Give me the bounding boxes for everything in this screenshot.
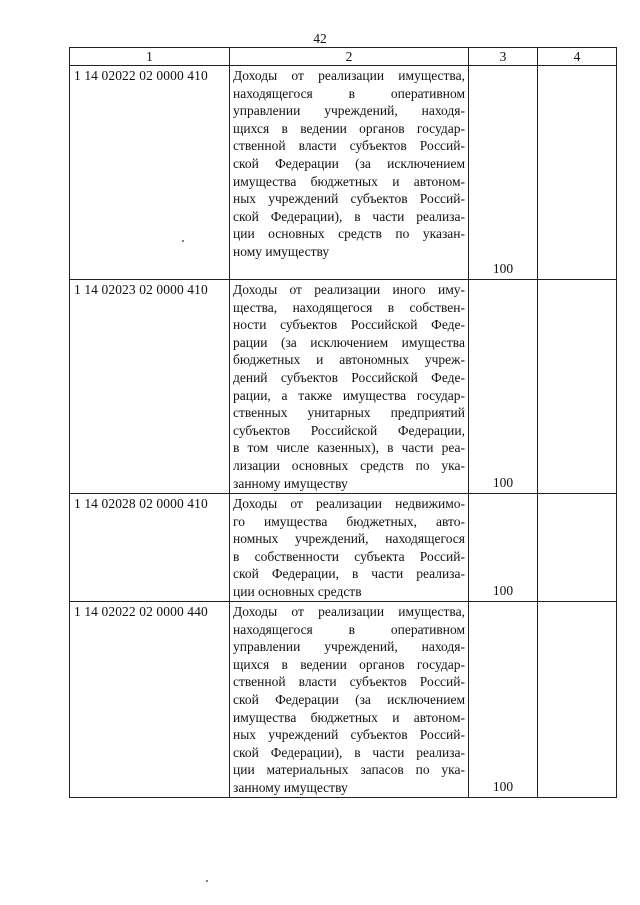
- revenue-table: [69, 47, 617, 798]
- table-header-row: [70, 48, 617, 66]
- revenue-code-cell: 1 14 02023 02 0000 410: [70, 280, 230, 494]
- revenue-name-line: ции материальных запасов по ука-: [233, 762, 465, 778]
- col4-value-cell: [538, 280, 617, 494]
- revenue-name-line: имущества бюджетных и автоном-: [233, 173, 465, 189]
- col3-value-cell: 100: [469, 494, 538, 602]
- revenue-name-line: Доходы от реализации иного иму-: [233, 282, 465, 297]
- revenue-name-line: субъектов Российской Федерации,: [233, 422, 465, 438]
- header-cell-col-1: 1: [70, 48, 230, 66]
- table-row: [70, 602, 617, 798]
- col4-value-cell: [538, 602, 617, 798]
- revenue-name-line: рации (за исключением имущества: [233, 334, 465, 350]
- revenue-name-line: щества, находящегося в собствен-: [233, 299, 465, 315]
- revenue-name-line: Доходы от реализации недвижимо-: [233, 496, 465, 511]
- revenue-name-line: ных учреждений субъектов Россий-: [233, 191, 465, 207]
- revenue-name-line: управлении учреждений, находя-: [233, 639, 465, 655]
- revenue-name-cell: [230, 66, 469, 280]
- revenue-name-line: ности субъектов Российской Феде-: [233, 317, 465, 333]
- revenue-name-line: занному имуществу: [233, 475, 348, 491]
- revenue-code-cell: 1 14 02022 02 0000 440: [70, 602, 230, 798]
- revenue-name-line: занному имуществу: [233, 779, 348, 795]
- scan-speck: [182, 240, 184, 242]
- revenue-name-line: ской Федерации), в части реализа-: [233, 208, 465, 224]
- revenue-code-cell: 1 14 02022 02 0000 410: [70, 66, 230, 280]
- revenue-name-line: находящегося в оперативном: [233, 85, 465, 101]
- revenue-name-line: лизации основных средств по ука-: [233, 457, 465, 473]
- revenue-name-line: рации, а также имущества государ-: [233, 387, 465, 403]
- revenue-name-line: в собственности субъекта Россий-: [233, 548, 465, 564]
- table-row: [70, 280, 617, 494]
- revenue-name-line: ской Федерации (за исключением: [233, 691, 465, 707]
- revenue-name-line: ному имуществу: [233, 243, 330, 259]
- col3-value-cell: 100: [469, 602, 538, 798]
- col3-value-cell: 100: [469, 66, 538, 280]
- table-row: [70, 494, 617, 602]
- revenue-name-line: ственных унитарных предприятий: [233, 405, 465, 421]
- revenue-name-cell: [230, 280, 469, 494]
- revenue-name-line: ции основных средств по указан-: [233, 226, 465, 242]
- col4-value-cell: [538, 66, 617, 280]
- revenue-name-line: ных учреждений субъектов Россий-: [233, 727, 465, 743]
- revenue-name-line: ской Федерации, в части реализа-: [233, 566, 465, 582]
- col4-value-cell: [538, 494, 617, 602]
- table-row: [70, 66, 617, 280]
- revenue-name-line: бюджетных и автономных учреж-: [233, 352, 465, 368]
- revenue-name-line: щихся в ведении органов государ-: [233, 120, 465, 136]
- page-number: 42: [313, 31, 327, 46]
- revenue-name-line: ской Федерации (за исключением: [233, 155, 465, 171]
- revenue-name-cell: [230, 494, 469, 602]
- revenue-name-line: ции основных средств: [233, 583, 362, 599]
- revenue-name-line: находящегося в оперативном: [233, 621, 465, 637]
- col3-value-cell: 100: [469, 280, 538, 494]
- revenue-name-line: имущества бюджетных и автоном-: [233, 709, 465, 725]
- revenue-name-cell: [230, 602, 469, 798]
- revenue-name-line: щихся в ведении органов государ-: [233, 656, 465, 672]
- header-cell-col-3: 3: [469, 48, 538, 66]
- revenue-name-line: ской Федерации), в части реализа-: [233, 744, 465, 760]
- revenue-name-line: номных учреждений, находящегося: [233, 531, 465, 547]
- revenue-name-line: Доходы от реализации имущества,: [233, 604, 465, 619]
- header-cell-col-2: 2: [230, 48, 469, 66]
- revenue-name-line: ственной власти субъектов Россий-: [233, 674, 465, 690]
- header-cell-col-4: 4: [538, 48, 617, 66]
- scan-speck: [206, 880, 208, 882]
- revenue-name-line: Доходы от реализации имущества,: [233, 68, 465, 83]
- revenue-name-line: в том числе казенных), в части реа-: [233, 440, 465, 456]
- revenue-name-line: дений субъектов Российской Феде-: [233, 369, 465, 385]
- revenue-code-cell: 1 14 02028 02 0000 410: [70, 494, 230, 602]
- revenue-name-line: ственной власти субъектов Россий-: [233, 138, 465, 154]
- revenue-name-line: управлении учреждений, находя-: [233, 103, 465, 119]
- revenue-name-line: го имущества бюджетных, авто-: [233, 513, 465, 529]
